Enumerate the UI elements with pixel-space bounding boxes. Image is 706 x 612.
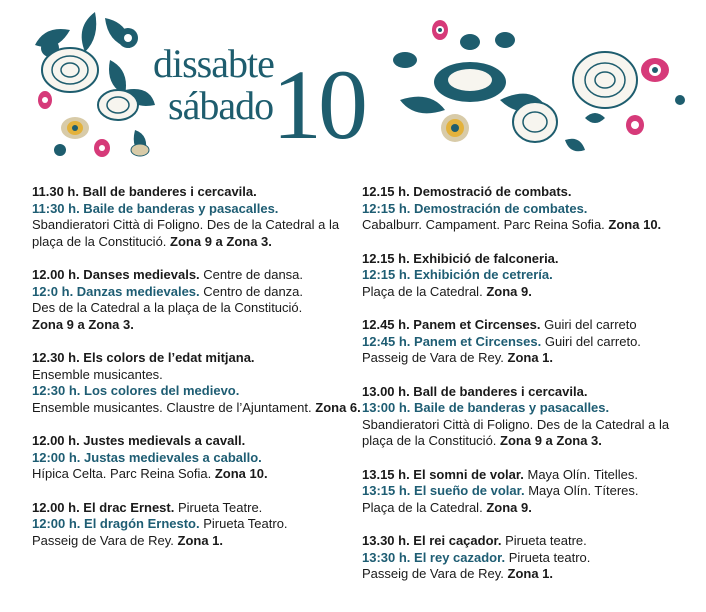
day-number: 10	[272, 49, 364, 160]
event-title-catalan: 13.15 h. El somni de volar.	[362, 466, 524, 482]
event-item	[32, 350, 362, 416]
event-item	[362, 384, 692, 450]
event-title-spanish: 12:15 h. Exhibición de cetrería.	[362, 267, 553, 282]
event-title-catalan: 12.00 h. Danses medievals.	[32, 267, 200, 282]
event-item	[32, 184, 362, 250]
event-title-catalan: 12.00 h. El drac Ernest.	[32, 499, 175, 515]
event-title-catalan: 13.00 h. Ball de banderes i cercavila.	[362, 383, 588, 399]
event-detail: plaça de la Constitució.	[362, 433, 497, 448]
event-zone: Zona 10.	[608, 217, 662, 232]
event-detail: Cabalburr. Campament. Parc Reina Sofia.	[362, 217, 605, 232]
event-detail: Hípica Celta. Parc Reina Sofia.	[32, 466, 212, 481]
event-title-spanish: 12:30 h. Los colores del medievo.	[32, 383, 240, 398]
event-zone: Zona 9.	[486, 283, 532, 299]
event-zone: Zona 1.	[507, 566, 554, 581]
event-zone: Zona 6.	[315, 399, 361, 415]
event-detail: Sbandieratori Città di Foligno. Des de la Catedral a la	[362, 416, 670, 432]
event-detail: Ensemble musicantes.	[32, 366, 163, 382]
event-zone: Zona 9.	[486, 499, 532, 515]
event-title-catalan: 12.30 h. Els colors de l’edat mitjana.	[32, 350, 255, 365]
event-detail: Pirueta teatre.	[505, 533, 587, 548]
event-title-catalan: 12.00 h. Justes medievals a cavall.	[32, 433, 246, 448]
event-title-catalan: 12.15 h. Exhibició de falconeria.	[362, 250, 559, 266]
event-title-spanish: 13:15 h. El sueño de volar.	[362, 483, 525, 498]
event-item	[362, 184, 692, 234]
event-title-spanish: 12:0 h. Danzas medievales.	[32, 283, 200, 299]
event-detail: Guiri del carreto.	[544, 333, 641, 349]
event-title-spanish: 12:00 h. El dragón Ernesto.	[32, 516, 200, 531]
event-detail: Maya Olín. Titelles.	[527, 466, 639, 482]
event-title-catalan: 11.30 h. Ball de banderes i cercavila.	[32, 184, 257, 199]
day-title-spanish: sábado	[168, 83, 274, 128]
schedule-left-column	[32, 184, 362, 566]
event-title-spanish: 12:15 h. Demostración de combates.	[362, 200, 588, 216]
event-item	[32, 267, 362, 333]
event-detail: Passeig de Vara de Rey.	[362, 566, 504, 581]
event-detail: Des de la Catedral a la plaça de la Constitució.	[32, 300, 303, 315]
event-detail: Centre de dansa.	[203, 267, 304, 282]
event-detail: Ensemble musicantes. Claustre de l’Ajuntament.	[32, 399, 312, 415]
event-detail: Sbandieratori Città di Foligno. Des de la Catedral a la	[32, 217, 340, 232]
event-detail: Maya Olín. Títeres.	[528, 483, 639, 498]
right-flower-cluster-icon	[393, 20, 685, 151]
event-item	[362, 533, 692, 583]
event-zone: Zona 1.	[507, 350, 554, 365]
event-zone: Zona 9 a Zona 3.	[170, 233, 272, 249]
event-item	[32, 500, 362, 550]
event-title-catalan: 12.45 h. Panem et Circenses.	[362, 317, 541, 332]
event-zone: Zona 1.	[177, 532, 224, 548]
event-title-spanish: 13:00 h. Baile de banderas y pasacalles.	[362, 400, 610, 415]
event-detail: Pirueta Teatre.	[177, 499, 263, 515]
event-title-spanish: 12:00 h. Justas medievales a caballo.	[32, 449, 262, 465]
event-title-spanish: 12:45 h. Panem et Circenses.	[362, 333, 542, 349]
schedule-right-column	[362, 184, 692, 600]
event-zone: Zona 10.	[214, 466, 268, 481]
event-detail: Passeig de Vara de Rey.	[362, 350, 504, 365]
event-title-catalan: 12.15 h. Demostració de combats.	[362, 184, 572, 199]
event-title-spanish: 11:30 h. Baile de banderas y pasacalles.	[32, 200, 279, 216]
event-title-catalan: 13.30 h. El rei caçador.	[362, 533, 502, 548]
event-detail: Pirueta Teatro.	[203, 516, 288, 531]
event-item	[362, 467, 692, 517]
event-detail: Passeig de Vara de Rey.	[32, 532, 174, 548]
event-zone: Zona 9 a Zona 3.	[500, 433, 602, 448]
event-title-spanish: 13:30 h. El rey cazador.	[362, 549, 506, 565]
event-zone: Zona 9 a Zona 3.	[32, 316, 134, 332]
event-item	[32, 433, 362, 483]
event-detail: Pirueta teatro.	[508, 549, 591, 565]
left-flower-cluster-icon	[35, 12, 155, 157]
event-detail: Plaça de la Catedral.	[362, 283, 483, 299]
event-item	[362, 251, 692, 301]
day-title-catalan: dissabte	[153, 41, 274, 86]
event-detail: Plaça de la Catedral.	[362, 499, 483, 515]
event-detail: Guiri del carreto	[544, 317, 637, 332]
event-detail: plaça de la Constitució.	[32, 233, 167, 249]
header	[0, 0, 706, 180]
event-item	[362, 317, 692, 367]
event-detail: Centro de danza.	[203, 283, 304, 299]
